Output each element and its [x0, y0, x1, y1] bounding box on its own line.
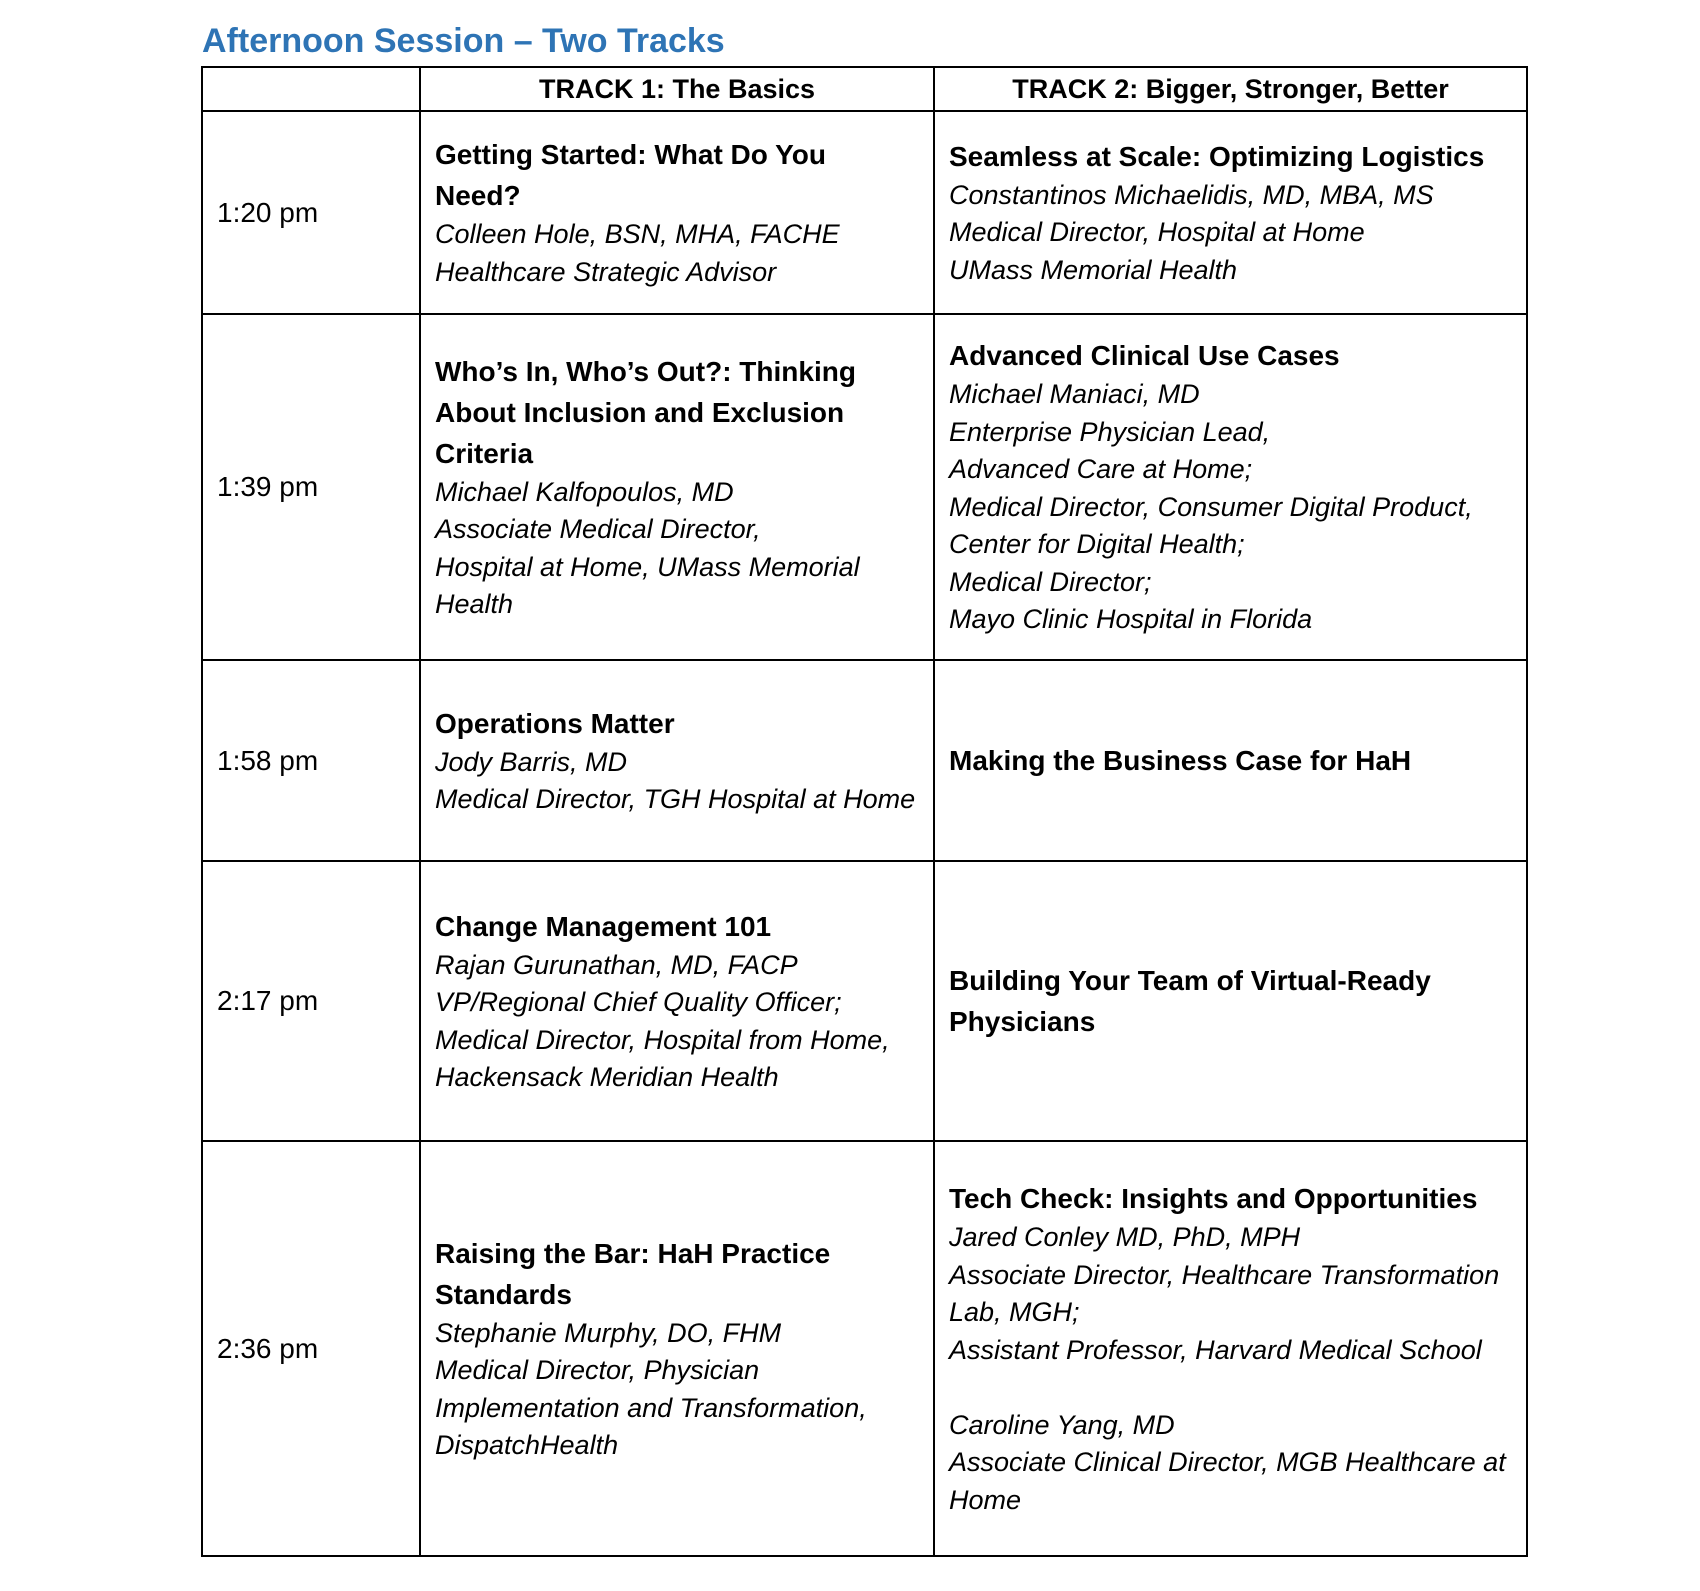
session-speakers: Jody Barris, MD Medical Director, TGH Hospital at Home	[435, 746, 916, 814]
session-speakers: Constantinos Michaelidis, MD, MBA, MS Medical Director, Hospital at Home UMass Memorial Health	[949, 179, 1434, 285]
schedule-table	[201, 66, 1528, 1557]
time-cell: 2:36 pm	[202, 1141, 420, 1556]
session-title: Raising the Bar: HaH Practice Standards	[435, 1237, 831, 1310]
track-2-cell	[934, 314, 1527, 660]
track-1-cell	[420, 314, 934, 660]
table-row	[202, 111, 1527, 314]
track-1-cell	[420, 111, 934, 314]
header-track-2: TRACK 2: Bigger, Stronger, Better	[934, 67, 1527, 111]
session-speakers: Michael Kalfopoulos, MD Associate Medical Director, Hospital at Home, UMass Memorial Health	[435, 476, 860, 619]
session-speakers: Rajan Gurunathan, MD, FACP VP/Regional Chief Quality Officer; Medical Director, Hospital from Home, Hackensack Meridian Health	[435, 949, 890, 1092]
session-title: Who’s In, Who’s Out?: Thinking About Inclusion and Exclusion Criteria	[435, 355, 856, 469]
session-title: Operations Matter	[435, 707, 675, 739]
session-title: Getting Started: What Do You Need?	[435, 139, 826, 211]
table-row	[202, 1141, 1527, 1556]
session-speakers: Jared Conley MD, PhD, MPH Associate Director, Healthcare Transformation Lab, MGH; Assistant Professor, Harvard Medical School Caroline Yang, MD Associate Clinical Director, MGB Healthcare at Home	[949, 1222, 1506, 1515]
page-title: Afternoon Session – Two Tracks	[202, 22, 725, 60]
header-track-1: TRACK 1: The Basics	[420, 67, 934, 111]
track-1-cell	[420, 861, 934, 1141]
session-title: Change Management 101	[435, 910, 772, 942]
session-title: Tech Check: Insights and Opportunities	[949, 1183, 1478, 1214]
session-speakers: Michael Maniaci, MD Enterprise Physician Lead, Advanced Care at Home; Medical Director, Consumer Digital Product, Center for Digital Health; Medical Director; Mayo Clinic Hospital in Florida	[949, 379, 1473, 635]
header-time	[202, 67, 420, 111]
track-1-cell	[420, 660, 934, 861]
session-speakers: Stephanie Murphy, DO, FHM Medical Director, Physician Implementation and Transformation, DispatchHealth	[435, 1317, 867, 1460]
session-title: Advanced Clinical Use Cases	[949, 340, 1340, 372]
time-cell: 1:58 pm	[202, 660, 420, 861]
header-row	[202, 67, 1527, 111]
time-cell: 1:39 pm	[202, 314, 420, 660]
time-cell: 2:17 pm	[202, 861, 420, 1141]
track-2-cell	[934, 861, 1527, 1141]
session-speakers: Colleen Hole, BSN, MHA, FACHE Healthcare Strategic Advisor	[435, 219, 840, 287]
time-cell: 1:20 pm	[202, 111, 420, 314]
track-2-cell	[934, 1141, 1527, 1556]
track-2-cell	[934, 660, 1527, 861]
track-1-cell	[420, 1141, 934, 1556]
track-2-cell	[934, 111, 1527, 314]
table-row	[202, 861, 1527, 1141]
session-title: Seamless at Scale: Optimizing Logistics	[949, 140, 1485, 172]
session-title: Making the Business Case for HaH	[949, 745, 1412, 776]
table-row	[202, 660, 1527, 861]
table-row	[202, 314, 1527, 660]
session-title: Building Your Team of Virtual-Ready Physicians	[949, 965, 1431, 1037]
